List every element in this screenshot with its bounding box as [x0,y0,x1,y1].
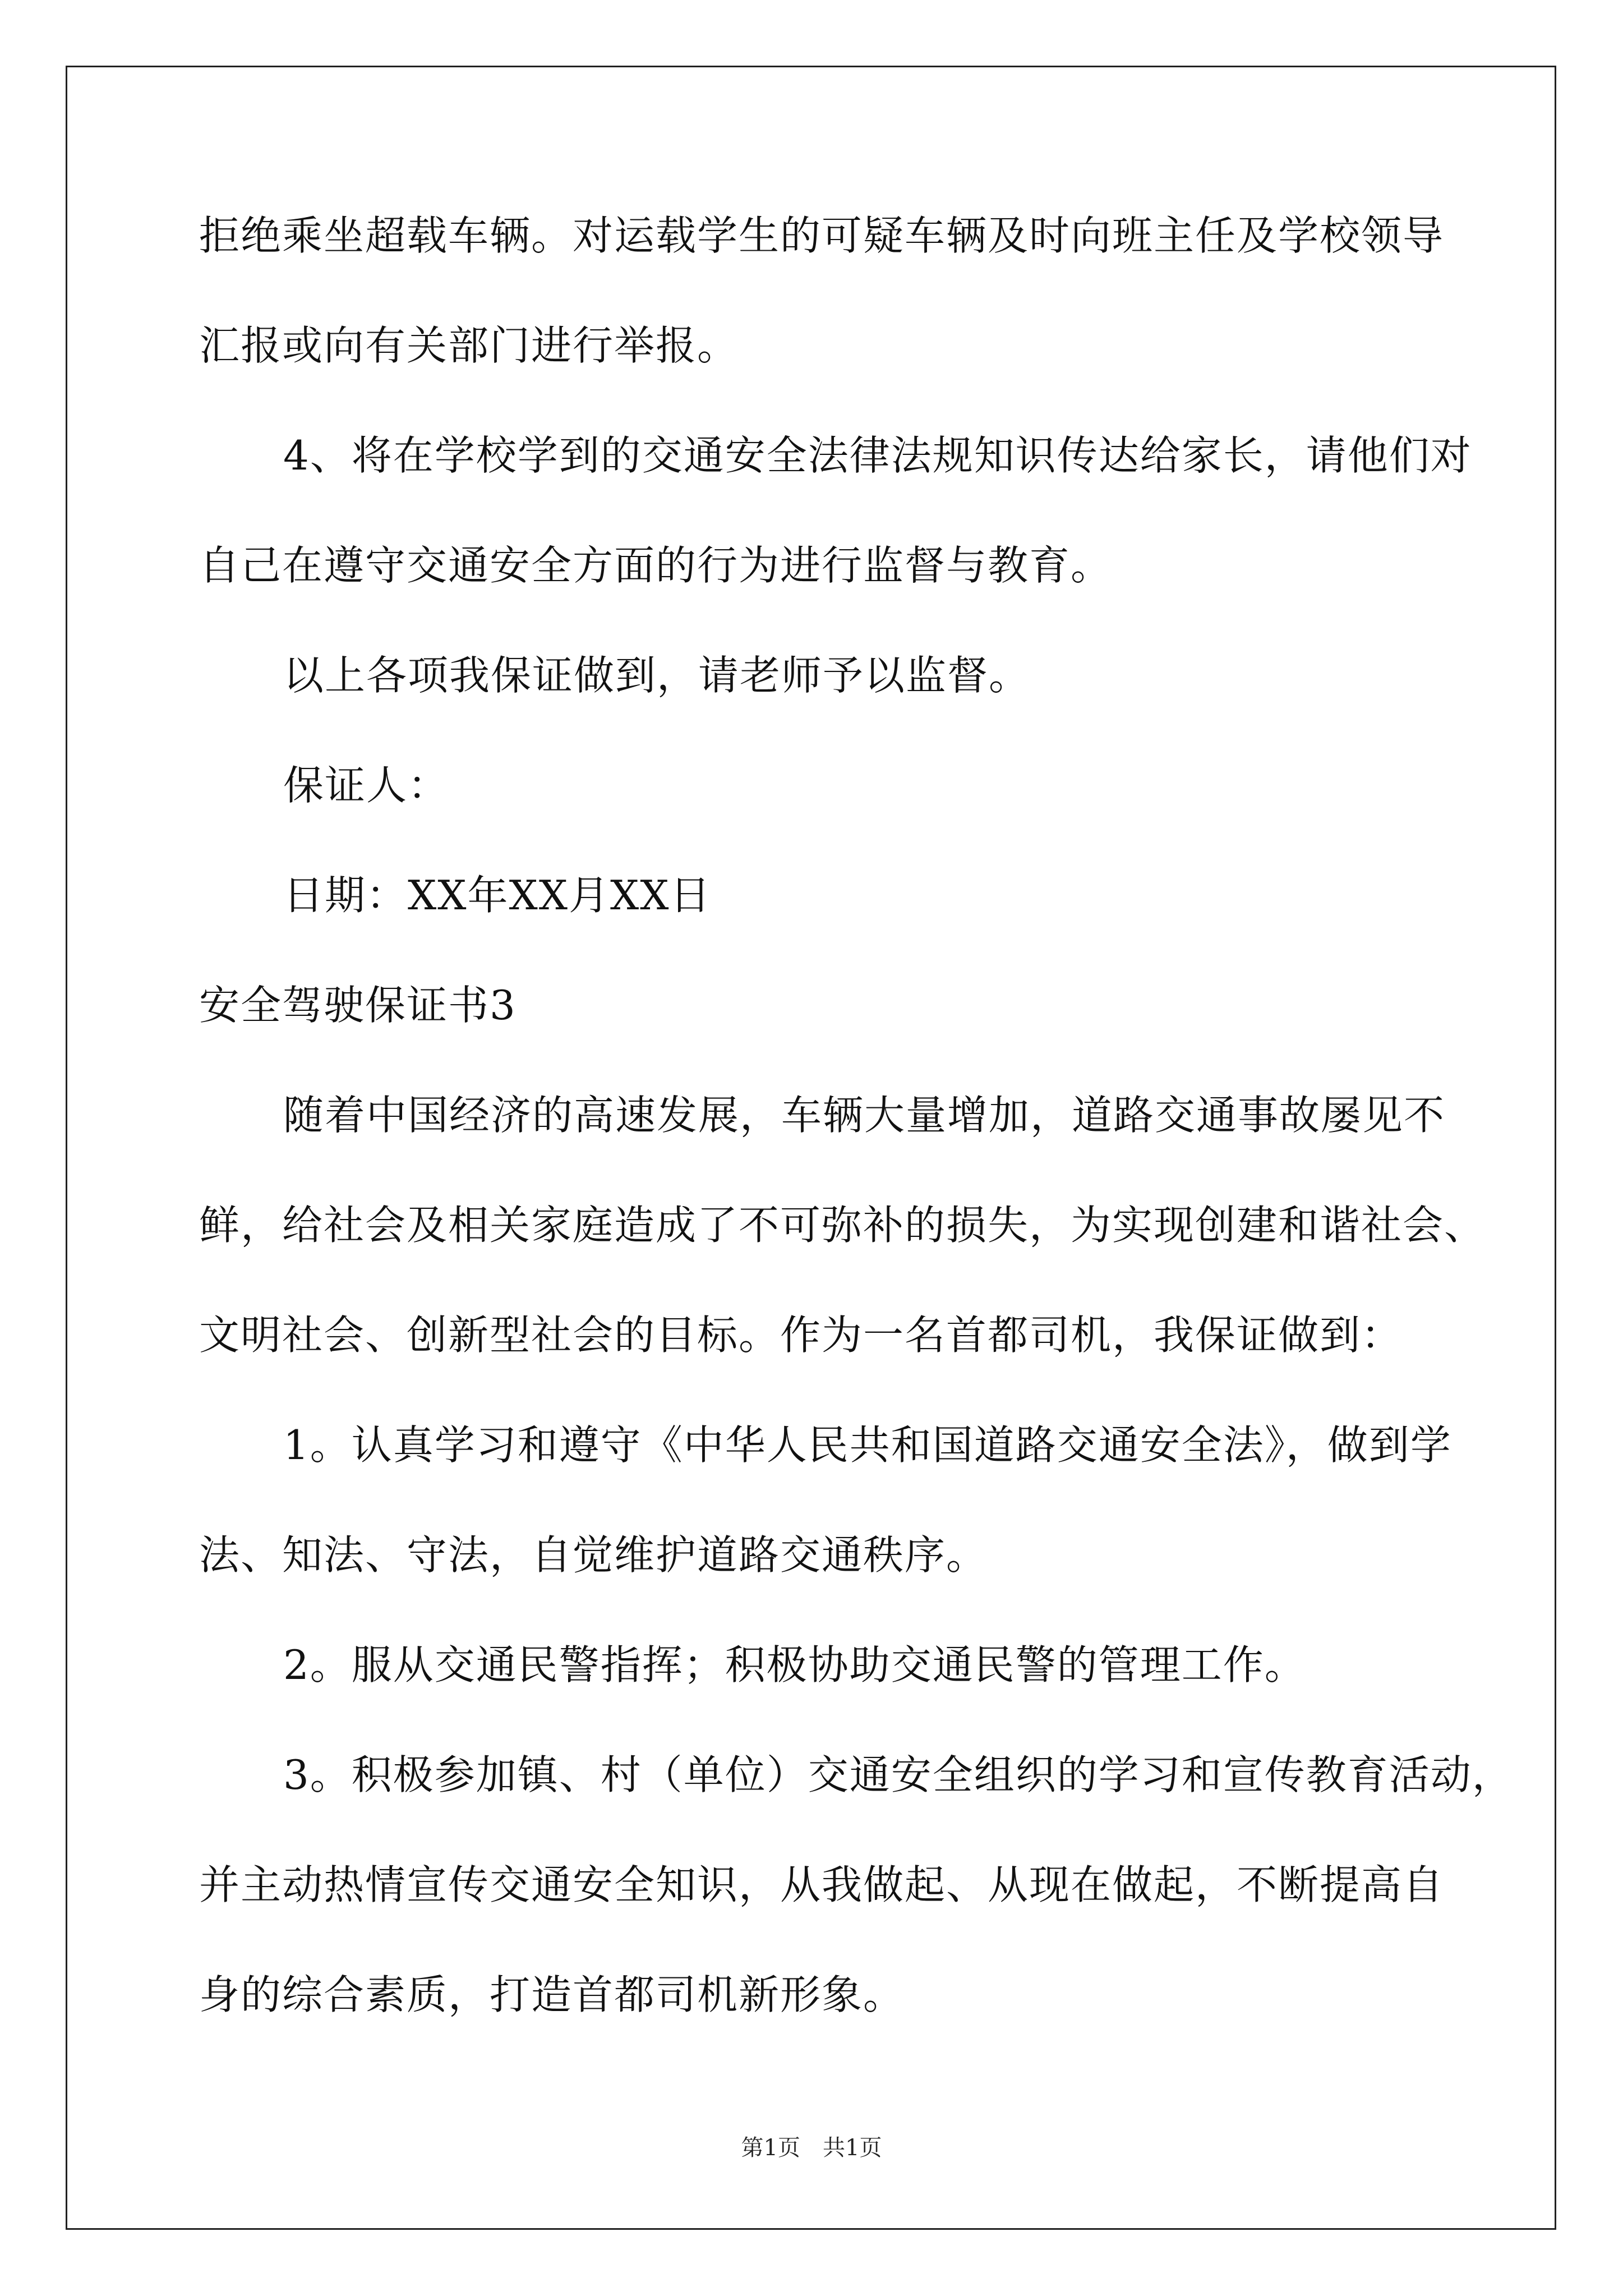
section-title: 安全驾驶保证书3 [199,982,517,1029]
text-line: 3。积极参加镇、村（单位）交通安全组织的学习和宣传教育活动， [283,1751,1514,1798]
text-line: 随着中国经济的高速发展，车辆大量增加，道路交通事故屡见不 [283,1092,1446,1139]
guarantor-label: 保证人： [283,762,450,809]
text-line: 法、知法、守法，自觉维护道路交通秩序。 [199,1531,988,1579]
text-line: 汇报或向有关部门进行举报。 [199,322,739,369]
page-number: 第1页 [741,2135,800,2161]
text-line: 身的综合素质，打造首都司机新形象。 [199,1971,905,2018]
page-total: 共1页 [823,2135,882,2161]
text-line: 并主动热情宣传交通安全知识，从我做起、从现在做起，不断提高自 [199,1861,1445,1908]
text-line: 4、将在学校学到的交通安全法律法规知识传达给家长，请他们对 [283,432,1472,479]
text-line: 拒绝乘坐超载车辆。对运载学生的可疑车辆及时向班主任及学校领导 [199,212,1445,259]
document-body [199,210,1514,2079]
text-line: 以上各项我保证做到，请老师予以监督。 [283,652,1031,699]
text-line: 自己在遵守交通安全方面的行为进行监督与教育。 [199,542,1113,589]
page-footer [0,2134,1623,2162]
text-line: 文明社会、创新型社会的目标。作为一名首都司机，我保证做到： [199,1312,1403,1359]
date-line: 日期：XX年XX月XX日 [283,872,712,919]
text-line: 鲜，给社会及相关家庭造成了不可弥补的损失，为实现创建和谐社会、 [199,1202,1486,1249]
text-line: 2。服从交通民警指挥；积极协助交通民警的管理工作。 [283,1641,1306,1688]
text-line: 1。认真学习和遵守《中华人民共和国道路交通安全法》，做到学 [283,1421,1452,1469]
